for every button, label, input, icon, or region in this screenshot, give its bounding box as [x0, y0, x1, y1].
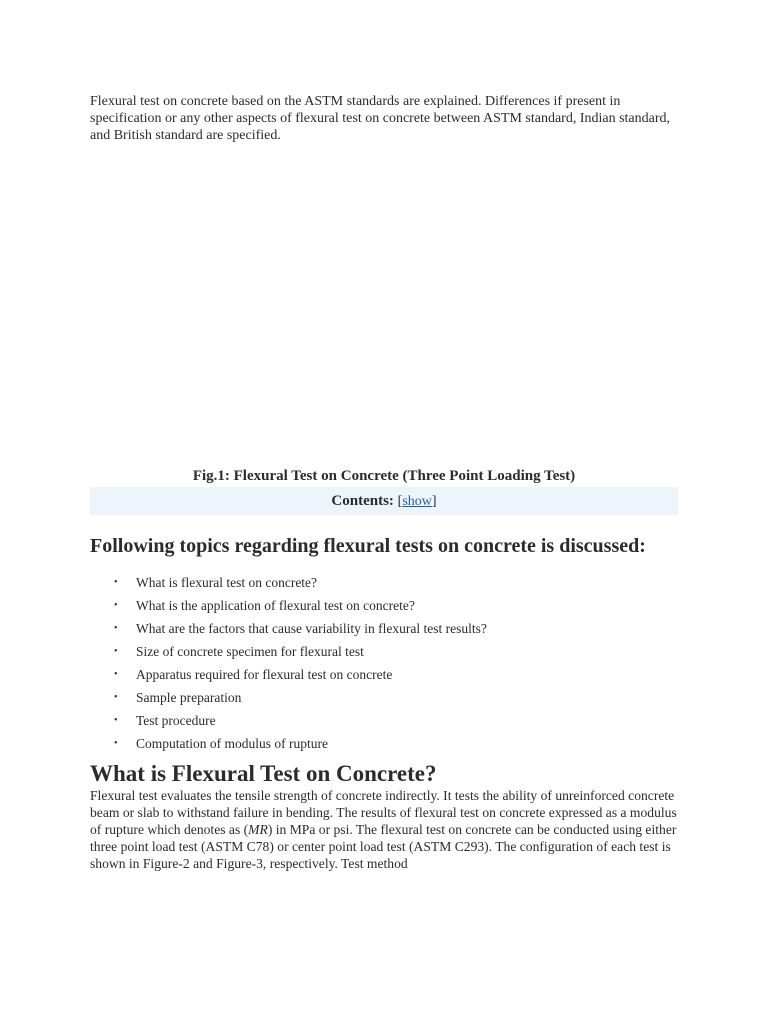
intro-paragraph: Flexural test on concrete based on the ASTM standards are explained. Differences if present in specification or any other aspects of flexural test on concrete between ASTM standard, Indian standard, and British standard are specified.: [90, 94, 671, 143]
table-of-contents-box: [90, 487, 678, 515]
bullet-icon: •: [114, 623, 118, 634]
bullet-icon: •: [114, 646, 118, 657]
contents-open-bracket: [: [397, 494, 403, 509]
section-body-text-1: Flexural test evaluates the tensile strength of concrete indirectly. It tests the ability of unreinforced concrete beam or slab to withstand failure in bending. The results of flexural test on concrete expressed as a modulus of rupture which denotes as (: [90, 788, 677, 837]
section-body-italic: MR: [248, 822, 268, 837]
list-item-text: Apparatus required for flexural test on concrete: [136, 667, 393, 682]
topics-heading: Following topics regarding flexural tests on concrete is discussed:: [90, 535, 646, 557]
list-item: [90, 642, 680, 665]
section-heading: What is Flexural Test on Concrete?: [90, 761, 437, 786]
bullet-icon: •: [114, 715, 118, 726]
list-item-text: What is flexural test on concrete?: [136, 575, 318, 590]
bullet-icon: •: [114, 577, 118, 588]
section-body-text-2: ) in MPa or psi. The flexural test on concrete can be conducted using either three point load test (ASTM C78) or center point load test (ASTM C293). The configuration of each test is shown in Figure-2 and Figure-3, respectively. Test method: [90, 822, 677, 871]
list-item: [90, 711, 680, 734]
list-item: [90, 734, 680, 757]
figure-placeholder: [90, 160, 678, 450]
list-item: [90, 596, 680, 619]
topics-list: [90, 573, 680, 757]
bullet-icon: •: [114, 600, 118, 611]
section-body-paragraph: [90, 787, 682, 872]
list-item-text: Computation of modulus of rupture: [136, 736, 328, 751]
list-item: [90, 573, 680, 596]
bullet-icon: •: [114, 738, 118, 749]
list-item-text: Sample preparation: [136, 690, 242, 705]
list-item-text: Test procedure: [136, 713, 216, 728]
figure-caption: Fig.1: Flexural Test on Concrete (Three Point Loading Test): [192, 468, 576, 484]
list-item-text: What are the factors that cause variability in flexural test results?: [136, 621, 487, 636]
contents-close-bracket: ]: [431, 494, 437, 509]
contents-show-link[interactable]: show: [402, 494, 432, 509]
bullet-icon: •: [114, 669, 118, 680]
list-item: [90, 688, 680, 711]
list-item: [90, 619, 680, 642]
list-item-text: What is the application of flexural test on concrete?: [136, 598, 415, 613]
list-item: [90, 665, 680, 688]
contents-label: Contents:: [331, 493, 394, 509]
bullet-icon: •: [114, 692, 118, 703]
list-item-text: Size of concrete specimen for flexural test: [136, 644, 364, 659]
